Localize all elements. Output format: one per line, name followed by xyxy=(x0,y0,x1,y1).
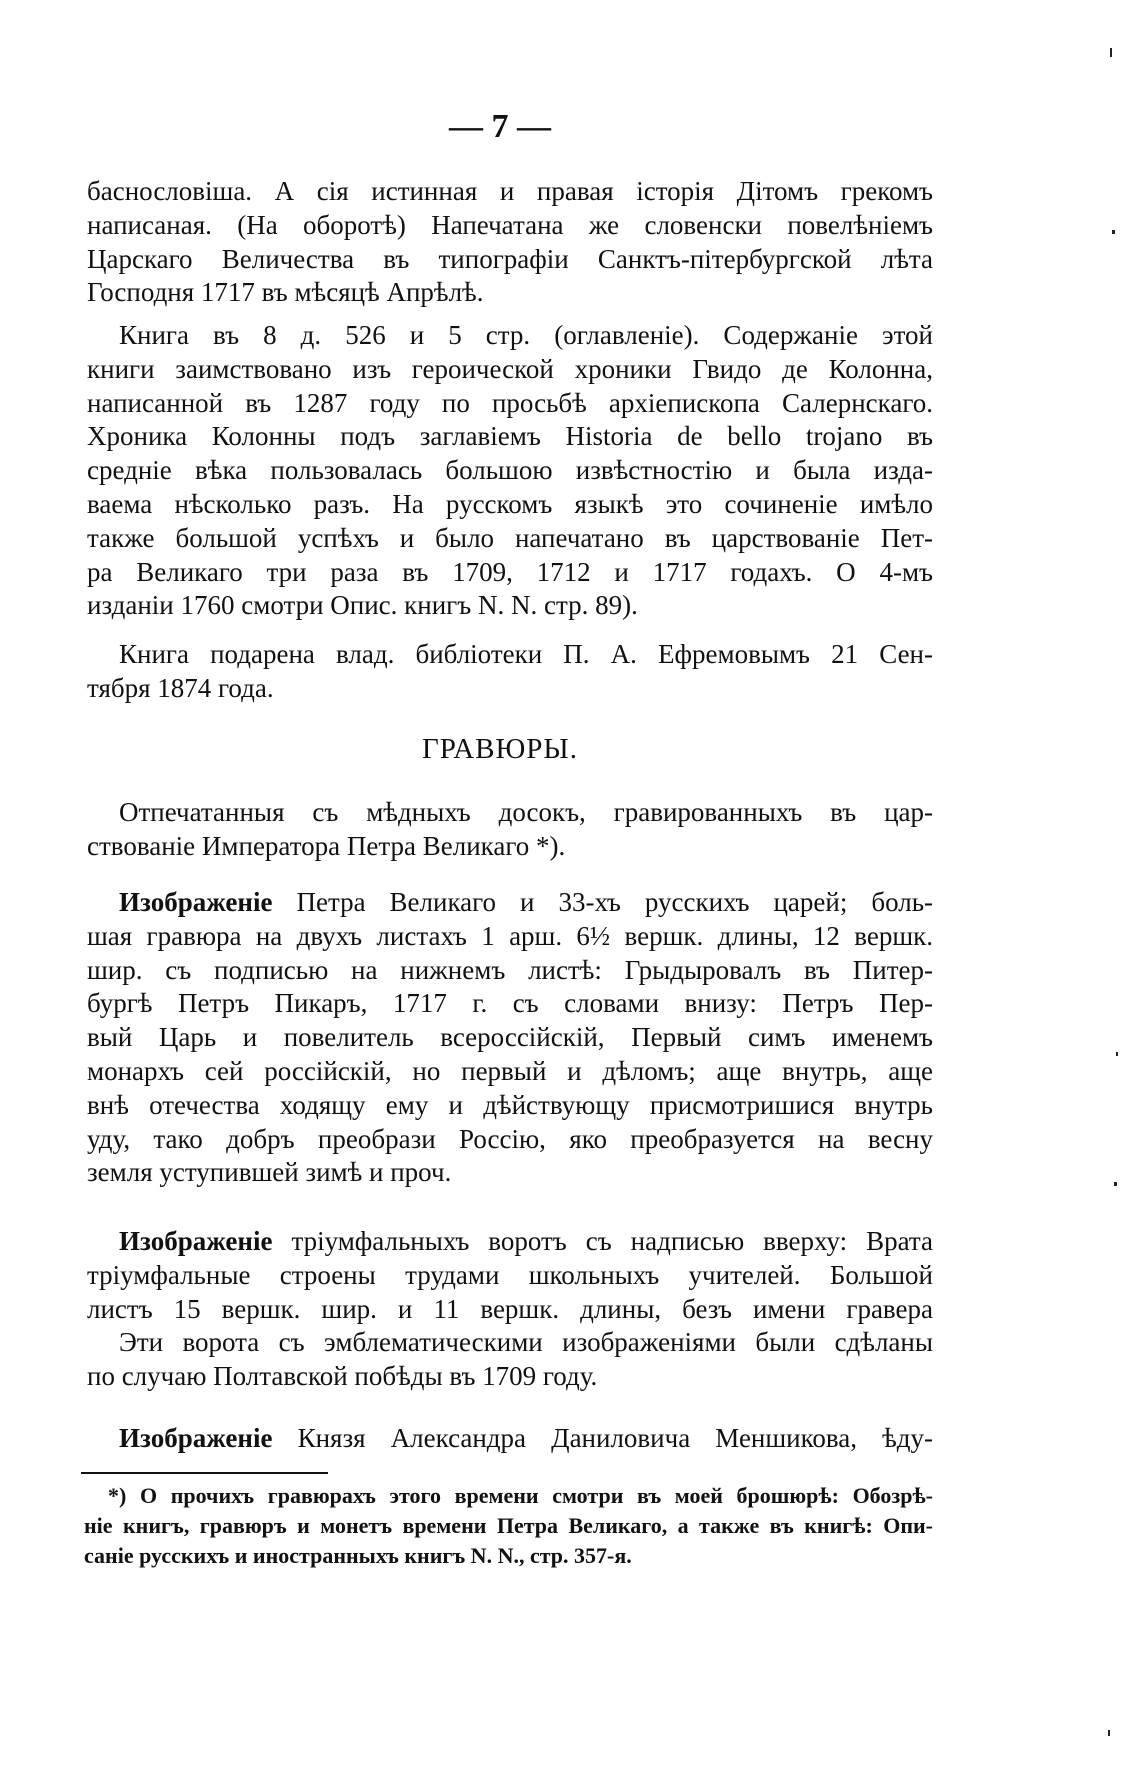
footnote xyxy=(84,1481,933,1571)
text-line: вый Царь и повелитель всероссійскій, Первый симъ именемъ xyxy=(87,1022,933,1053)
text-line: изданіи 1760 смотри Опис. книгъ N. N. стр. 89). xyxy=(87,590,638,621)
paragraph-4 xyxy=(87,796,933,864)
text-line xyxy=(87,1422,933,1456)
scan-speck xyxy=(1112,230,1115,234)
entry-lead: Изображеніе xyxy=(119,1423,273,1453)
paragraph-3 xyxy=(87,638,933,706)
text-line: тріумфальные строены трудами школьныхъ учителей. Большой xyxy=(87,1259,933,1290)
page-number: — 7 — xyxy=(449,108,551,145)
text-line: баснословіша. А сія истинная и правая історія Дітомъ грекомъ xyxy=(87,176,933,206)
text-line: Царскаго Величества въ типографіи Санктъ-пітербургской лѣта xyxy=(87,243,933,274)
paragraph-2 xyxy=(87,319,933,623)
scan-speck xyxy=(1114,1182,1117,1186)
text-line: написаная. (На оборотѣ) Напечатана же словенски повелѣніемъ xyxy=(87,209,933,240)
text-line: шир. съ подписью на нижнемъ листѣ: Грыдыровалъ въ Питер- xyxy=(87,954,933,985)
text-line: книги заимствовано изъ героической хроники Гвидо де Колонна, xyxy=(87,353,933,384)
scan-speck xyxy=(1108,1730,1110,1736)
footnote-line: саніе русскихъ и иностранныхъ книгъ N. N., стр. 357-я. xyxy=(84,1543,632,1568)
text-line: шая гравюра на двухъ листахъ 1 арш. 6½ вершк. длины, 12 вершк. xyxy=(87,920,933,951)
scan-speck xyxy=(1110,48,1112,57)
text-line: Книга въ 8 д. 526 и 5 стр. (оглавленіе). Содержаніе этой xyxy=(119,320,933,350)
text-line: уду, тако добръ преобрази Россію, яко преобразуется на весну xyxy=(87,1123,933,1154)
footnote-line: ніе книгъ, гравюръ и монетъ времени Петра Великаго, а также въ книгѣ: Опи- xyxy=(84,1513,933,1538)
paragraph-1 xyxy=(87,175,933,310)
text-line: тября 1874 года. xyxy=(87,672,274,703)
text-line: Книга подарена влад. библіотеки П. А. Ефремовымъ 21 Сен- xyxy=(119,639,933,669)
text-line: Господня 1717 въ мѣсяцѣ Апрѣлѣ. xyxy=(87,277,484,308)
entry-lead: Изображеніе xyxy=(119,1226,273,1256)
text-line: Хроника Колонны подъ заглавіемъ Historia de bello trojano въ xyxy=(87,421,933,452)
paragraph-5 xyxy=(87,886,933,1190)
text-line: средніе вѣка пользовалась большою извѣстностію и была издa- xyxy=(87,455,933,486)
text-line: написанной въ 1287 году по просьбѣ архіепископа Салернскаго. xyxy=(87,387,933,418)
text-line: ваема нѣсколько разъ. На русскомъ языкѣ это сочиненіе имѣло xyxy=(87,488,933,519)
entry-lead: Изображеніе xyxy=(119,887,273,917)
text-line: Эти ворота съ эмблематическими изображеніями были сдѣланы xyxy=(119,1327,933,1358)
text-line: листъ 15 вершк. шир. и 11 вершк. длины, безъ имени гравера xyxy=(87,1293,933,1324)
footnote-rule xyxy=(81,1472,328,1474)
paragraph-7 xyxy=(87,1422,933,1456)
entry-text: Князя Александра Даниловича Меншикова, ѣду- xyxy=(272,1423,933,1453)
text-line xyxy=(87,1225,933,1259)
text-line: внѣ отечества ходящу ему и дѣйствующу присмотришися внутрь xyxy=(87,1089,933,1120)
text-line: Отпечатанныя съ мѣдныхъ досокъ, гравированныхъ въ цар- xyxy=(119,797,933,827)
text-line: бургѣ Петръ Пикаръ, 1717 г. съ словами внизу: Петръ Пер- xyxy=(87,988,933,1019)
section-heading: ГРАВЮРЫ. xyxy=(422,733,578,765)
text-line xyxy=(87,886,933,920)
text-line: по случаю Полтавской побѣды въ 1709 году. xyxy=(87,1361,598,1392)
text-line: земля уступившей зимѣ и проч. xyxy=(87,1157,452,1188)
entry-text: тріумфальныхъ воротъ съ надписью вверху: Врата xyxy=(272,1226,933,1256)
entry-text: Петра Великаго и 33-хъ русскихъ царей; боль- xyxy=(272,887,933,917)
paragraph-6 xyxy=(87,1225,933,1394)
footnote-line: *) О прочихъ гравюрахъ этого времени смотри въ моей брошюрѣ: Обозрѣ- xyxy=(108,1483,933,1508)
text-line: ствованіе Императора Петра Великаго *). xyxy=(87,830,566,861)
text-line: ра Великаго три раза въ 1709, 1712 и 1717 годахъ. О 4-мъ xyxy=(87,556,933,587)
scan-speck xyxy=(1116,1052,1118,1056)
text-line: также большой успѣхъ и было напечатано въ царствованіе Пет- xyxy=(87,522,933,553)
text-line: монархъ сей россійскій, но первый и дѣломъ; аще внутрь, аще xyxy=(87,1055,933,1086)
